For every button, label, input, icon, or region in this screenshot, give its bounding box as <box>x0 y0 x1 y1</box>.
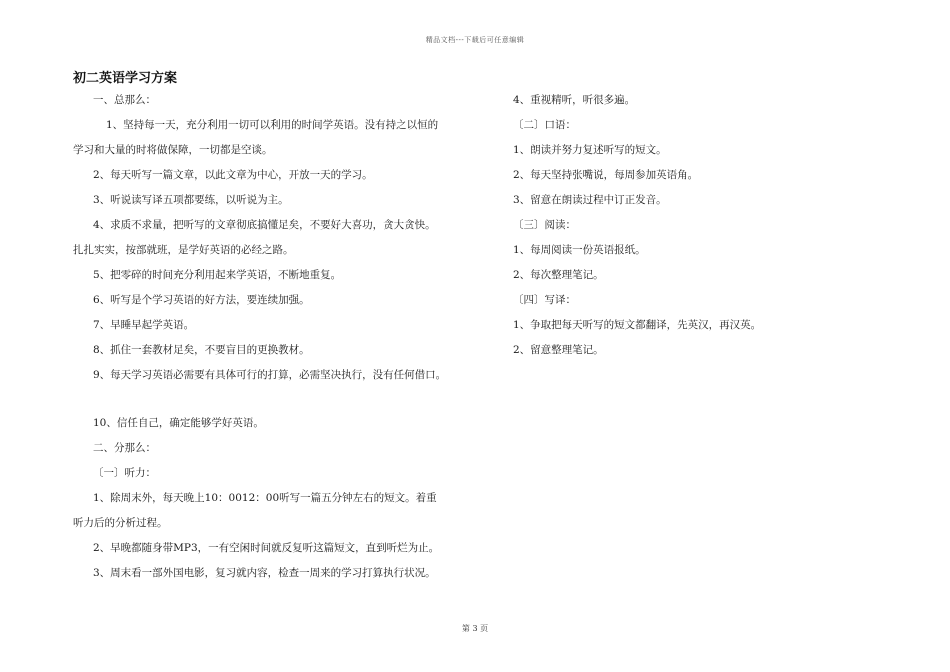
subsection-heading: 〔三〕阅读： <box>513 219 576 231</box>
paragraph-line: 1、坚持每一天，充分利用一切可以利用的时间学英语。没有持之以恒的 <box>106 119 439 131</box>
subsection-heading: 〔一〕听力： <box>93 467 156 479</box>
section-heading: 二、分那么： <box>93 442 156 454</box>
subsection-heading: 〔二〕口语： <box>513 119 576 131</box>
paragraph-line: 2、每次整理笔记。 <box>513 269 604 281</box>
paragraph-line: 2、留意整理笔记。 <box>513 344 604 356</box>
paragraph-line: 10、信任自己，确定能够学好英语。 <box>93 417 264 429</box>
paragraph-line: 3、听说读写译五项都要练，以听说为主。 <box>93 194 289 206</box>
paragraph-line: 1、每周阅读一份英语报纸。 <box>513 244 646 256</box>
left-column <box>73 88 493 586</box>
paragraph-line: 6、听写是个学习英语的好方法，要连续加强。 <box>93 294 310 306</box>
paragraph-line: 3、周末看一部外国电影，复习就内容，检查一周来的学习打算执行状况。 <box>93 567 436 579</box>
paragraph-line: 2、每天听写一篇文章，以此文章为中心，开放一天的学习。 <box>93 169 373 181</box>
paragraph-line: 1、除周末外，每天晚上10：0012：00听写一篇五分钟左右的短文。着重 <box>93 492 437 504</box>
paragraph-line: 7、早睡早起学英语。 <box>93 319 195 331</box>
paragraph-line: 8、抓住一套教材足矣，不要盲目的更换教材。 <box>93 344 310 356</box>
paragraph-line: 5、把零碎的时间充分利用起来学英语，不断地重复。 <box>93 269 342 281</box>
page-number: 第 3 页 <box>461 624 489 633</box>
paragraph-line: 1、朗读并努力复述听写的短文。 <box>513 144 667 156</box>
paragraph-line: 扎扎实实，按部就班，是学好英语的必经之路。 <box>73 244 294 256</box>
paragraph-line: 4、求质不求量，把听写的文章彻底搞懂足矣，不要好大喜功，贪大贪快。 <box>93 219 436 231</box>
document-title: 初二英语学习方案 <box>73 71 178 86</box>
paragraph-line: 1、争取把每天听写的短文都翻译，先英汉，再汉英。 <box>513 319 762 331</box>
paragraph-line: 听力后的分析过程。 <box>73 517 168 529</box>
header-note: 精品文档---下载后可任意编辑 <box>425 36 525 44</box>
paragraph-line: 学习和大量的时将做保障，一切都是空谈。 <box>73 144 273 156</box>
paragraph-line: 4、重视精听，听很多遍。 <box>513 94 636 106</box>
section-heading: 一、总那么： <box>93 94 156 106</box>
paragraph-line: 2、早晚都随身带MP3，一有空闲时间就反复听这篇短文，直到听烂为止。 <box>93 542 440 554</box>
right-column <box>513 88 893 363</box>
paragraph-line: 2、每天坚持张嘴说，每周参加英语角。 <box>513 169 699 181</box>
spacer <box>73 388 493 411</box>
subsection-heading: 〔四〕写译： <box>513 294 576 306</box>
paragraph-line: 9、每天学习英语必需要有具体可行的打算，必需坚决执行，没有任何借口。 <box>93 369 447 381</box>
paragraph-line: 3、留意在朗读过程中订正发音。 <box>513 194 667 206</box>
